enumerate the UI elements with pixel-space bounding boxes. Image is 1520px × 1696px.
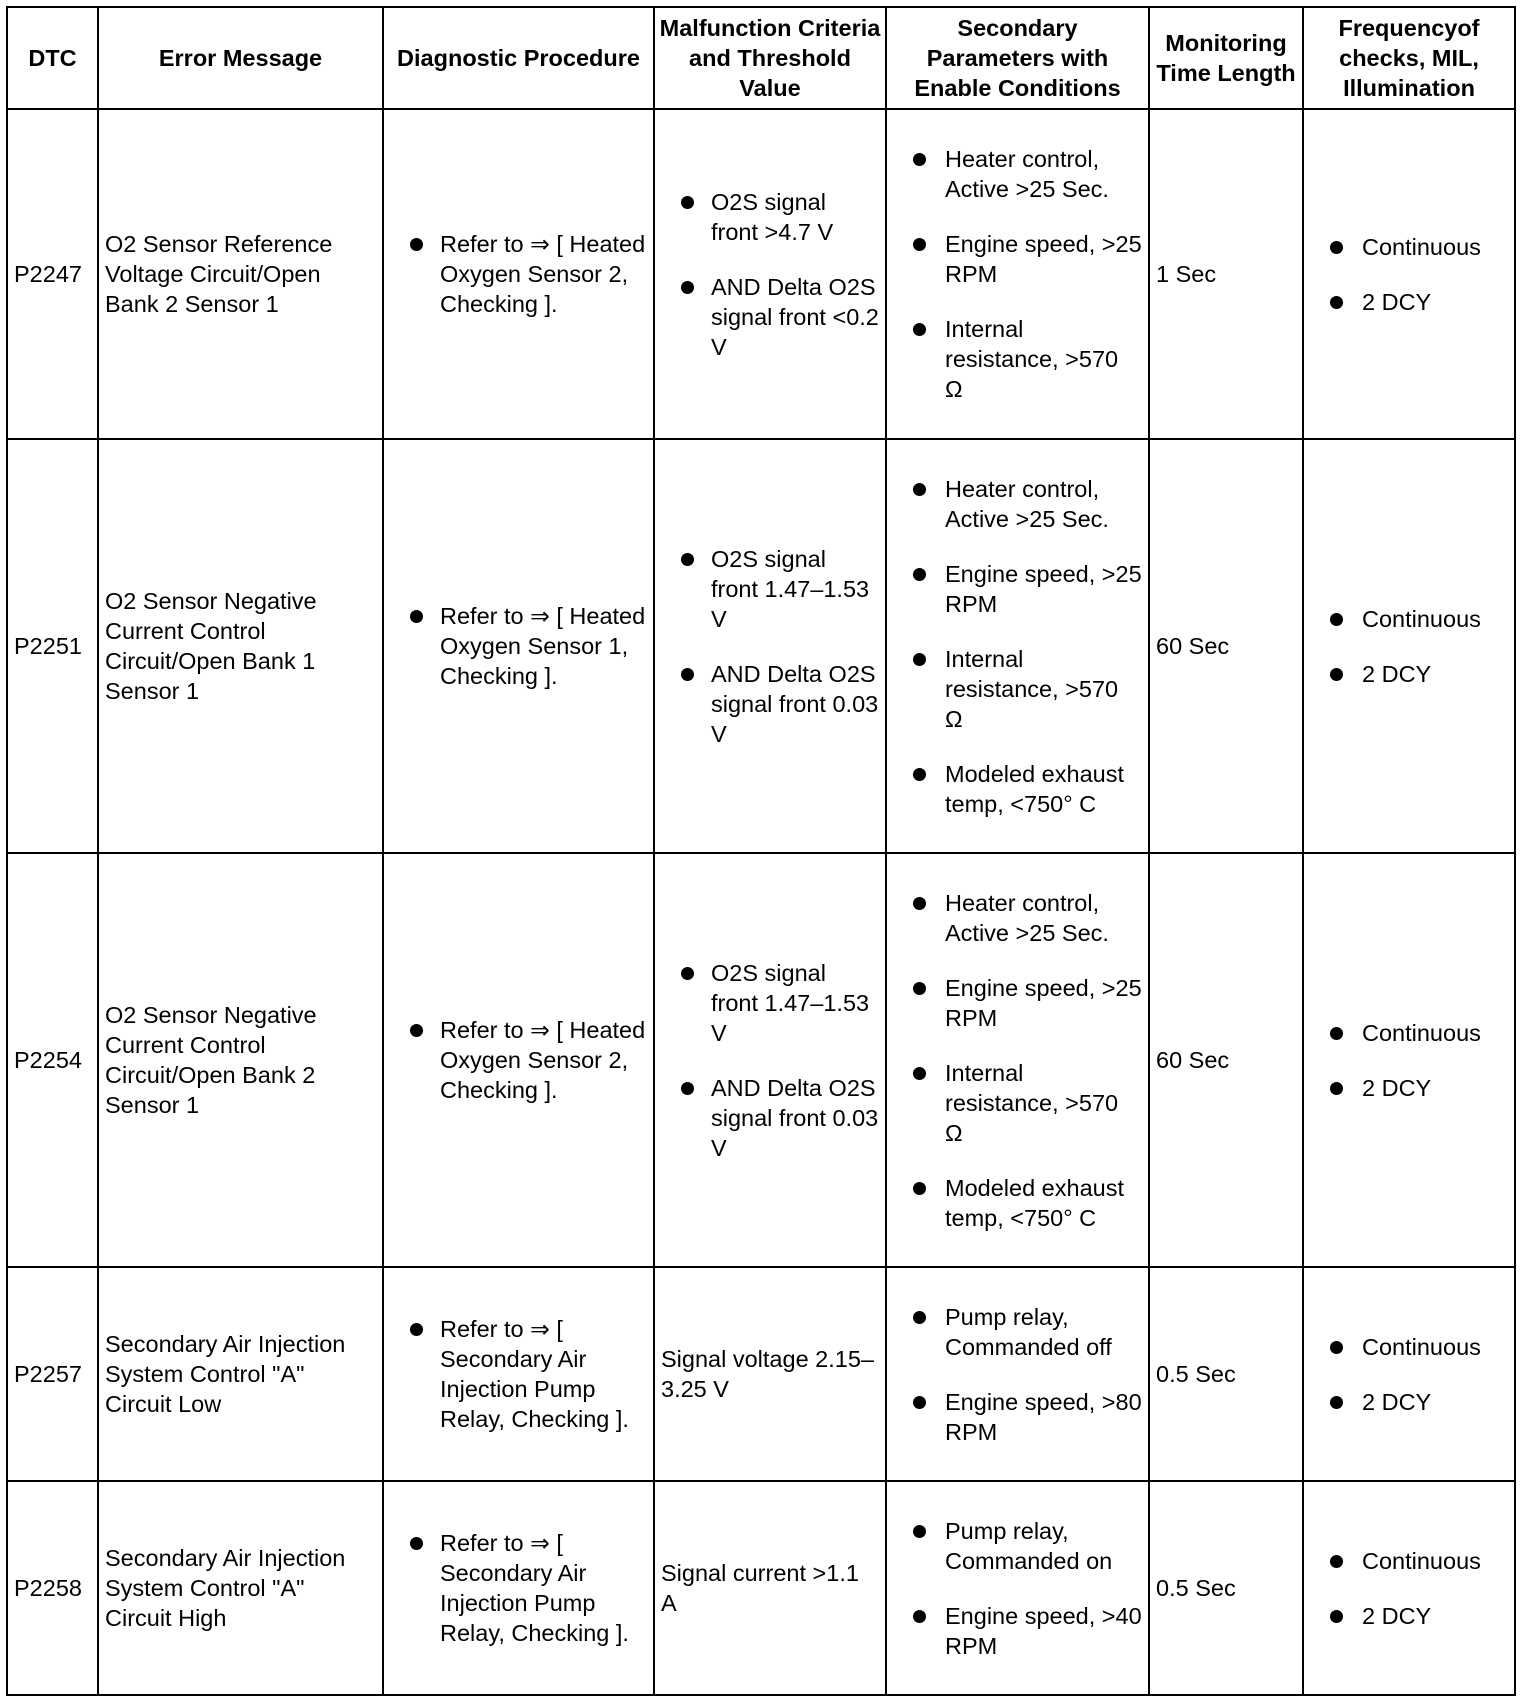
parameter-item [893,1516,1142,1576]
bullet-icon [1330,1396,1343,1409]
dtc-code: P2257 [7,1267,98,1481]
parameter-text: Engine speed, >25 RPM [945,231,1142,287]
parameter-text: Pump relay, Commanded off [945,1303,1112,1360]
bullet-icon [1330,296,1343,309]
procedure-link[interactable]: Refer to ⇒ [ Secondary Air Injection Pump Relay, Checking ]. [440,1316,629,1432]
bullet-icon [1330,1082,1343,1095]
bullet-icon [410,238,423,251]
frequency [1303,853,1515,1267]
parameter-text: Engine speed, >80 RPM [945,1388,1142,1445]
bullet-icon [913,768,926,781]
parameter-item [893,1601,1142,1661]
monitoring-time: 60 Sec [1149,853,1303,1267]
criteria-item [661,544,879,634]
parameter-text: Heater control, Active >25 Sec. [945,146,1109,202]
bullet-icon [1330,613,1343,626]
bullet-icon [913,1396,926,1409]
parameter-item [893,759,1142,819]
bullet-icon [1330,1027,1343,1040]
dtc-code: P2254 [7,853,98,1267]
parameter-text: Engine speed, >40 RPM [945,1602,1142,1659]
parameter-item [893,888,1142,948]
bullet-icon [913,1525,926,1538]
bullet-icon [913,1610,926,1623]
frequency-text: Continuous [1362,605,1481,632]
bullet-icon [681,281,694,294]
procedure-link[interactable]: Refer to ⇒ [ Heated Oxygen Sensor 2, Checking ]. [440,1017,646,1103]
frequency-text: 2 DCY [1362,1388,1432,1415]
frequency-text: Continuous [1362,1547,1481,1574]
procedure-link[interactable]: Refer to ⇒ [ Heated Oxygen Sensor 2, Checking ]. [440,231,646,317]
bullet-icon [913,982,926,995]
procedure-link[interactable]: Refer to ⇒ [ Heated Oxygen Sensor 1, Checking ]. [440,603,646,689]
frequency-text: 2 DCY [1362,288,1432,315]
bullet-icon [1330,668,1343,681]
bullet-icon [410,610,423,623]
dtc-code: P2258 [7,1481,98,1695]
monitoring-time: 1 Sec [1149,109,1303,439]
secondary-parameters [886,439,1149,853]
parameter-item [893,644,1142,734]
parameter-text: Internal resistance, >570 Ω [945,316,1119,402]
malfunction-criteria [654,109,886,439]
parameter-text: Internal resistance, >570 Ω [945,1059,1119,1146]
criteria-text: O2S signal front 1.47–1.53 V [711,959,870,1046]
procedure-item [390,229,647,319]
frequency-item [1310,659,1508,689]
criteria-text: AND Delta O2S signal front <0.2 V [711,273,879,360]
diagnostic-procedure [383,1481,654,1695]
frequency-text: 2 DCY [1362,1074,1432,1101]
bullet-icon [681,967,694,980]
dtc-code: P2251 [7,439,98,853]
bullet-icon [913,323,926,336]
bullet-icon [913,483,926,496]
table-row [7,853,1515,1267]
error-message: O2 Sensor Negative Current Control Circuit/Open Bank 1 Sensor 1 [98,439,383,853]
bullet-icon [681,668,694,681]
parameter-item [893,144,1142,204]
header-malfunction-criteria: Malfunction Criteria and Threshold Value [654,7,886,109]
bullet-icon [913,1311,926,1324]
parameter-text: Modeled exhaust temp, <750° C [945,1174,1124,1231]
error-message: O2 Sensor Reference Voltage Circuit/Open Bank 2 Sensor 1 [98,109,383,439]
bullet-icon [913,153,926,166]
parameter-text: Modeled exhaust temp, <750° C [945,760,1124,817]
bullet-icon [1330,241,1343,254]
diagnostic-procedure [383,853,654,1267]
frequency [1303,109,1515,439]
bullet-icon [681,553,694,566]
bullet-icon [410,1537,423,1550]
parameter-text: Engine speed, >25 RPM [945,560,1142,617]
secondary-parameters [886,1481,1149,1695]
header-diagnostic-procedure: Diagnostic Procedure [383,7,654,109]
bullet-icon [913,897,926,910]
diagnostic-procedure [383,1267,654,1481]
bullet-icon [681,1082,694,1095]
criteria-item [661,187,879,247]
criteria-item [661,272,879,362]
bullet-icon [1330,1555,1343,1568]
parameter-item [893,973,1142,1033]
frequency-item [1310,604,1508,634]
criteria-item [661,1073,879,1163]
parameter-text: Heater control, Active >25 Sec. [945,889,1109,946]
procedure-item [390,1015,647,1105]
monitoring-time: 60 Sec [1149,439,1303,853]
bullet-icon [681,196,694,209]
table-row [7,109,1515,439]
header-monitoring-time: Monitoring Time Length [1149,7,1303,109]
procedure-item [390,1528,647,1648]
malfunction-criteria [654,853,886,1267]
frequency-text: 2 DCY [1362,1602,1432,1629]
malfunction-criteria: Signal voltage 2.15–3.25 V [654,1267,886,1481]
frequency-item [1310,287,1508,317]
bullet-icon [1330,1341,1343,1354]
frequency-text: Continuous [1362,1019,1481,1046]
frequency-text: Continuous [1362,233,1481,260]
criteria-text: AND Delta O2S signal front 0.03 V [711,660,879,747]
criteria-item [661,958,879,1048]
criteria-text: O2S signal front >4.7 V [711,188,834,245]
table-row [7,439,1515,853]
dtc-code: P2247 [7,109,98,439]
secondary-parameters [886,853,1149,1267]
parameter-item [893,314,1142,404]
frequency [1303,1267,1515,1481]
parameter-text: Internal resistance, >570 Ω [945,645,1119,732]
bullet-icon [410,1024,423,1037]
header-frequency: Frequencyof checks, MIL, Illumination [1303,7,1515,109]
criteria-text: O2S signal front 1.47–1.53 V [711,545,870,632]
header-row [7,7,1515,109]
diagnostic-procedure [383,439,654,853]
bullet-icon [913,238,926,251]
monitoring-time: 0.5 Sec [1149,1481,1303,1695]
procedure-link[interactable]: Refer to ⇒ [ Secondary Air Injection Pump Relay, Checking ]. [440,1530,629,1646]
frequency-item [1310,1073,1508,1103]
malfunction-criteria: Signal current >1.1 A [654,1481,886,1695]
dtc-table [6,6,1516,1696]
frequency-item [1310,1601,1508,1631]
parameter-item [893,1058,1142,1148]
bullet-icon [1330,1610,1343,1623]
header-secondary-parameters: Secondary Parameters with Enable Conditions [886,7,1149,109]
error-message: Secondary Air Injection System Control "A" Circuit Low [98,1267,383,1481]
criteria-text: AND Delta O2S signal front 0.03 V [711,1074,879,1161]
parameter-item [893,1173,1142,1233]
bullet-icon [913,1067,926,1080]
frequency [1303,439,1515,853]
parameter-text: Engine speed, >25 RPM [945,974,1142,1031]
secondary-parameters [886,109,1149,439]
secondary-parameters [886,1267,1149,1481]
bullet-icon [913,568,926,581]
malfunction-criteria [654,439,886,853]
frequency [1303,1481,1515,1695]
parameter-item [893,1302,1142,1362]
header-dtc: DTC [7,7,98,109]
criteria-item [661,659,879,749]
parameter-item [893,1387,1142,1447]
frequency-item [1310,1018,1508,1048]
frequency-item [1310,232,1508,262]
parameter-text: Pump relay, Commanded on [945,1517,1113,1574]
parameter-item [893,229,1142,289]
frequency-text: 2 DCY [1362,660,1432,687]
frequency-text: Continuous [1362,1333,1481,1360]
table-row [7,1267,1515,1481]
header-error-message: Error Message [98,7,383,109]
bullet-icon [913,653,926,666]
bullet-icon [410,1323,423,1336]
frequency-item [1310,1387,1508,1417]
bullet-icon [913,1182,926,1195]
frequency-item [1310,1546,1508,1576]
procedure-item [390,1314,647,1434]
frequency-item [1310,1332,1508,1362]
monitoring-time: 0.5 Sec [1149,1267,1303,1481]
diagnostic-procedure [383,109,654,439]
error-message: O2 Sensor Negative Current Control Circuit/Open Bank 2 Sensor 1 [98,853,383,1267]
parameter-item [893,559,1142,619]
error-message: Secondary Air Injection System Control "A" Circuit High [98,1481,383,1695]
table-row [7,1481,1515,1695]
parameter-item [893,474,1142,534]
procedure-item [390,601,647,691]
parameter-text: Heater control, Active >25 Sec. [945,475,1109,532]
